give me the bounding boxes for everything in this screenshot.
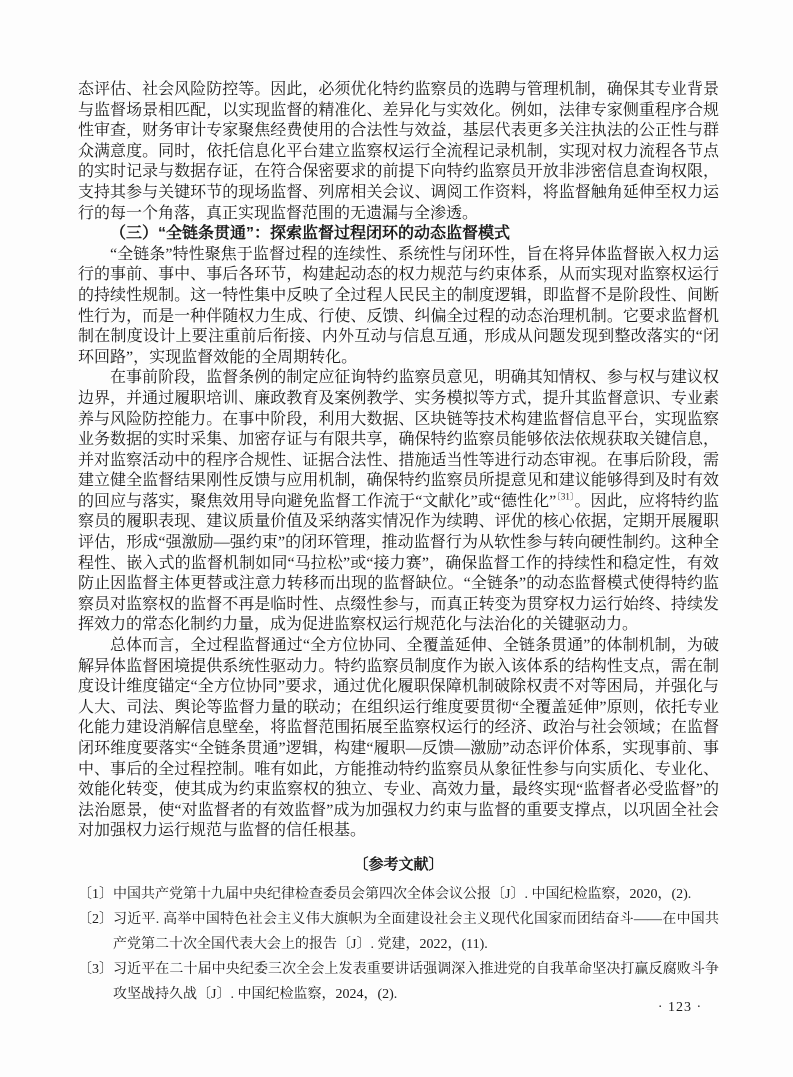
reference-item bbox=[78, 882, 719, 907]
body-paragraph-1: 态评估、社会风险防控等。因此，必须优化特约监察员的选聘与管理机制，确保其专业背景与监督场景相匹配，以实现监督的精准化、差异化与实效化。例如，法律专家侧重程序合规性审查，财务审计专家聚焦经费使用的合法性与效益，基层代表更多关注执法的公正性与群众满意度。同时，依托信息化平台建立监察权运行全流程记录机制，实现对权力流程各节点的实时记录与数据存证，在符合保密要求的前提下向特约监察员开放非涉密信息查询权限，支持其参与关键环节的现场监督、列席相关会议、调阅工作资料，将监督触角延伸至权力运行的每一个角落，真正实现监督范围的无遗漏与全渗透。 bbox=[78, 81, 719, 222]
reference-text: 中国共产党第十九届中央纪律检查委员会第四次全体会议公报〔J〕. 中国纪检监察，2020，(2). bbox=[113, 886, 692, 902]
body-paragraph-4: 总体而言，全过程监督通过“全方位协同、全覆盖延伸、全链条贯通”的体制机制，为破解异体监督困境提供系统性驱动力。特约监察员制度作为嵌入该体系的结构性支点，需在制度设计维度锚定“全方位协同”要求，通过优化履职保障机制破除权责不对等困局，并强化与人大、司法、舆论等监督力量的联动；在组织运行维度要贯彻“全覆盖延伸”原则，依托专业化能力建设消解信息壁垒，将监督范围拓展至监察权运行的经济、政治与社会领域；在监督闭环维度要落实“全链条贯通”逻辑，构建“履职—反馈—激励”动态评价体系，实现事前、事中、事后的全过程控制。唯有如此，方能推动特约监察员从象征性参与向实质化、专业化、效能化转变，使其成为约束监察权的独立、专业、高效力量，最终实现“监督者必受监督”的法治愿景，使“对监督者的有效监督”成为加强权力约束与监督的重要支撑点，以巩固全社会对加强权力运行规范与监督的信任根基。 bbox=[78, 637, 719, 840]
reference-text: 习近平. 高举中国特色社会主义伟大旗帜为全面建设社会主义现代化国家而团结奋斗——在中国共产党第二十次全国代表大会上的报告〔J〕. 党建，2022，(11). bbox=[113, 911, 719, 952]
reference-label: 〔3〕 bbox=[78, 961, 113, 977]
footnote-marker-31: 〔31〕 bbox=[556, 491, 575, 502]
section-heading: （三）“全链条贯通”：探索监督过程闭环的动态监督模式 bbox=[110, 225, 511, 243]
article-text-block bbox=[78, 80, 719, 1007]
body-paragraph-3 bbox=[78, 368, 719, 636]
page-number: · 123 · bbox=[657, 1000, 703, 1015]
reference-item bbox=[78, 957, 719, 1007]
reference-label: 〔1〕 bbox=[78, 886, 113, 902]
paragraph-text-before-note: 在事前阶段，监督条例的制定应征询特约监察员意见，明确其知情权、参与权与建议权边界，并通过履职培训、廉政教育及案例教学、实务模拟等方式，提升其监督意识、专业素养与风险防控能力。在事中阶段，利用大数据、区块链等技术构建监督信息平台，实现监察业务数据的实时采集、加密存证与有限共享，确保特约监察员能够依法依规获取关键信息，并对监察活动中的程序合规性、证据合法性、措施适当性等进行动态审视。在事后阶段，需建立健全监督结果刚性反馈与应用机制，确保特约监察员所提意见和建议能够得到及时有效的回应与落实，聚焦效用导向避免监督工作流于“文献化”或“德性化” bbox=[78, 369, 719, 510]
references-section bbox=[78, 855, 719, 1007]
body-paragraph-2: “全链条”特性聚焦于监督过程的连续性、系统性与闭环性，旨在将异体监督嵌入权力运行的事前、事中、事后各环节，构建起动态的权力规范与约束体系，从而实现对监察权运行的持续性规制。这一特性集中反映了全过程人民民主的制度逻辑，即监督不是阶段性、间断性行为，而是一种伴随权力生成、行使、反馈、纠偏全过程的动态治理机制。它要求监督机制在制度设计上要注重前后衔接、内外互动与信息互通，形成从问题发现到整改落实的“闭环回路”，实现监督效能的全周期转化。 bbox=[78, 245, 719, 366]
references-heading: 〔参考文献〕 bbox=[353, 855, 444, 873]
paragraph-text-after-note: 。因此，应将特约监察员的履职表现、建议质量价值及采纳落实情况作为续聘、评优的核心依据，定期开展履职评估，形成“强激励—强约束”的闭环管理，推动监督行为从软性参与转向硬性制约。这种全程性、嵌入式的监督机制如同“马拉松”或“接力赛”，确保监督工作的持续性和稳定性，有效防止因监督主体更替或注意力转移而出现的监督缺位。“全链条”的动态监督模式使得特约监察员对监察权的监督不再是临时性、点缀性参与，而真正转变为贯穿权力运行始终、持续发挥效力的常态化制约力量，成为促进监察权运行规范化与法治化的关键驱动力。 bbox=[78, 492, 719, 634]
reference-label: 〔2〕 bbox=[78, 911, 113, 927]
reference-item bbox=[78, 907, 719, 957]
reference-text: 习近平在二十届中央纪委三次全会上发表重要讲话强调深入推进党的自我革命坚决打赢反腐败斗争攻坚战持久战〔J〕. 中国纪检监察，2024，(2). bbox=[113, 961, 719, 1002]
